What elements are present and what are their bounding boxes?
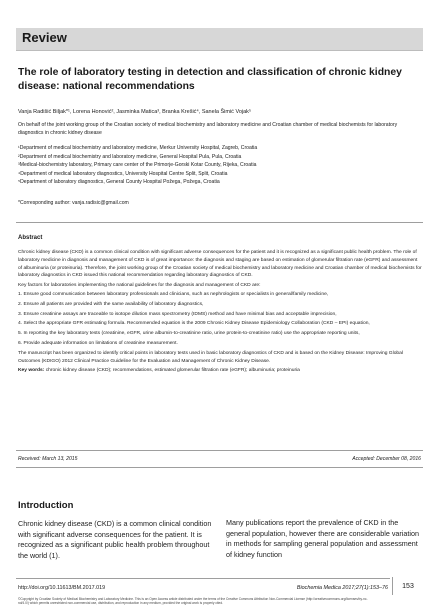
affiliation-item: ¹Department of medical biochemistry and laboratory medicine, Merkur University Hospital, Zagreb, Croatia: [18, 145, 258, 151]
affiliation-item: ⁴Department of medical laboratory diagnostics, University Hospital Centre Split, Split, Croatia: [18, 170, 228, 177]
key-factor-item: 2. Ensure all patients are provided with the same availability of laboratory diagnostics,: [18, 301, 204, 307]
intro-right-column: Many publications report the prevalence of CKD in the general population, however there are considerable variation in methods for sampling general population and assessment of kidney function: [226, 518, 419, 559]
divider-top: [16, 222, 423, 223]
accepted-date: Accepted: December 08, 2016: [352, 456, 421, 462]
key-factor-item: 1. Ensure good communication between laboratory professionals and clinicians, such as nephrologists or specialists in general/family medicine,: [18, 291, 329, 297]
behalf-note: On behalf of the joint working group of the Croatian society of medical biochemistry and laboratory medicine and Croatian chamber of medical biochemists for laboratory diagnostics in chronic kidney disease: [18, 122, 398, 137]
journal-citation: Biochemia Medica 2017;27(1):153–76: [296, 585, 388, 591]
corresponding-author: *Corresponding author: vanja.radisic@gmail.com: [18, 200, 129, 206]
divider-dates-top: [16, 450, 423, 451]
abstract-paragraph: The manuscript has been organized to identify critical points in laboratory tests used in basic laboratory diagnostics of CKD and is based on the Kidney Disease: Improving Global Outcomes (KDIGO) 2012 Clinical Practice Guideline for the Evaluation and Management of Chronic Kidney Disease.: [18, 350, 403, 364]
key-factor-item: 4. Select the appropriate GFR estimating formula. Recommended equation is the 2009 Chronic Kidney Disease Epidemiology Collaboration (CKD – EPI) equation,: [18, 321, 370, 327]
key-factor-item: 6. Provide adequate information on limitations of creatinine measurement.: [18, 340, 178, 346]
page-number: 153: [392, 577, 423, 595]
article-type-bar: [16, 28, 423, 51]
divider-footer: [16, 578, 390, 579]
doi-link[interactable]: http://doi.org/10.11613/BM.2017.019: [18, 585, 106, 591]
article-title: The role of laboratory testing in detection and classification of chronic kidney disease: national recommendations: [18, 67, 402, 92]
introduction-heading: Introduction: [18, 500, 74, 511]
copyright-notice: ©Copyright by Croatian Society of Medical Biochemistry and Laboratory Medicine. This is an Open Access article distributed under the terms of the Creative Commons Attribution Non-Commercial License (http://creativecommons.org/licenses/by-nc-nd/4.0/) which permits unrestricted non-commercial use, distribution, and reproduction in any medium, provided the original work is properly cited.: [18, 597, 368, 606]
key-factor-item: 3. Ensure creatinine assays are traceable to isotope dilution mass spectrometry (IDMS) method and have minimal bias and acceptable imprecision,: [18, 311, 337, 317]
abstract-paragraph: Chronic kidney disease (CKD) is a common clinical condition with significant adverse consequences for the patient and it is recognized as a significant public health problem. The role of laboratory medicine in diagnosis and management of CKD is of great importance: the diagnosis and staging are based on estimation of glomerular filtration rate (eGFR) and assessment of albuminuria (or proteinuria). Therefore, the joint working group of the Croatian society of medical biochemistry and laboratory medicine and Croatian chamber of medical biochemists for laboratory diagnostics in CKD issued this national recommendation regarding laboratory diagnostics of CKD.: [18, 250, 422, 279]
intro-left-column: Chronic kidney disease (CKD) is a common clinical condition with significant adverse consequences for the patient. It is recognized as a significant public health problem throughout the world (1).: [18, 519, 212, 560]
affiliation-list: [18, 144, 422, 187]
divider-dates-bottom: [16, 467, 423, 468]
key-factor-item: 5. In reporting the key laboratory tests (creatinine, eGFR, urine albumin-to-creatinine ratio, urine protein-to-creatinine ratio) use the appropriate reporting units,: [18, 331, 360, 337]
article-type-label: Review: [22, 30, 67, 45]
abstract-heading: Abstract: [18, 235, 43, 241]
affiliation-item: ³Medical-biochemistry laboratory, Primary care center of the Primorje-Gorski Kotar County, Rijeka, Croatia: [18, 162, 257, 168]
abstract-body: [18, 249, 422, 376]
abstract-paragraph: Key factors for laboratories implementing the national guidelines for the diagnosis and management of CKD are:: [18, 282, 261, 288]
keywords-text: chronic kidney disease (CKD); recommendations, estimated glomerular filtration rate (eGFR); albuminuria; proteinuria: [44, 367, 300, 373]
keywords-label: Key words:: [18, 367, 45, 373]
author-list: Vanja Radišić Biljak*¹, Lorena Honović², Jasminka Matica³, Branka Krešić⁴, Sanela Šimić Vojak⁵: [18, 109, 252, 115]
affiliation-item: ²Department of medical biochemistry and laboratory medicine, General Hospital Pula, Pula, Croatia: [18, 153, 242, 160]
keywords-line: [18, 367, 422, 375]
affiliation-item: ⁵Department of laboratory diagnostics, General County Hospital Požega, Požega, Croatia: [18, 179, 220, 185]
received-date: Received: March 13, 2015: [18, 456, 78, 462]
